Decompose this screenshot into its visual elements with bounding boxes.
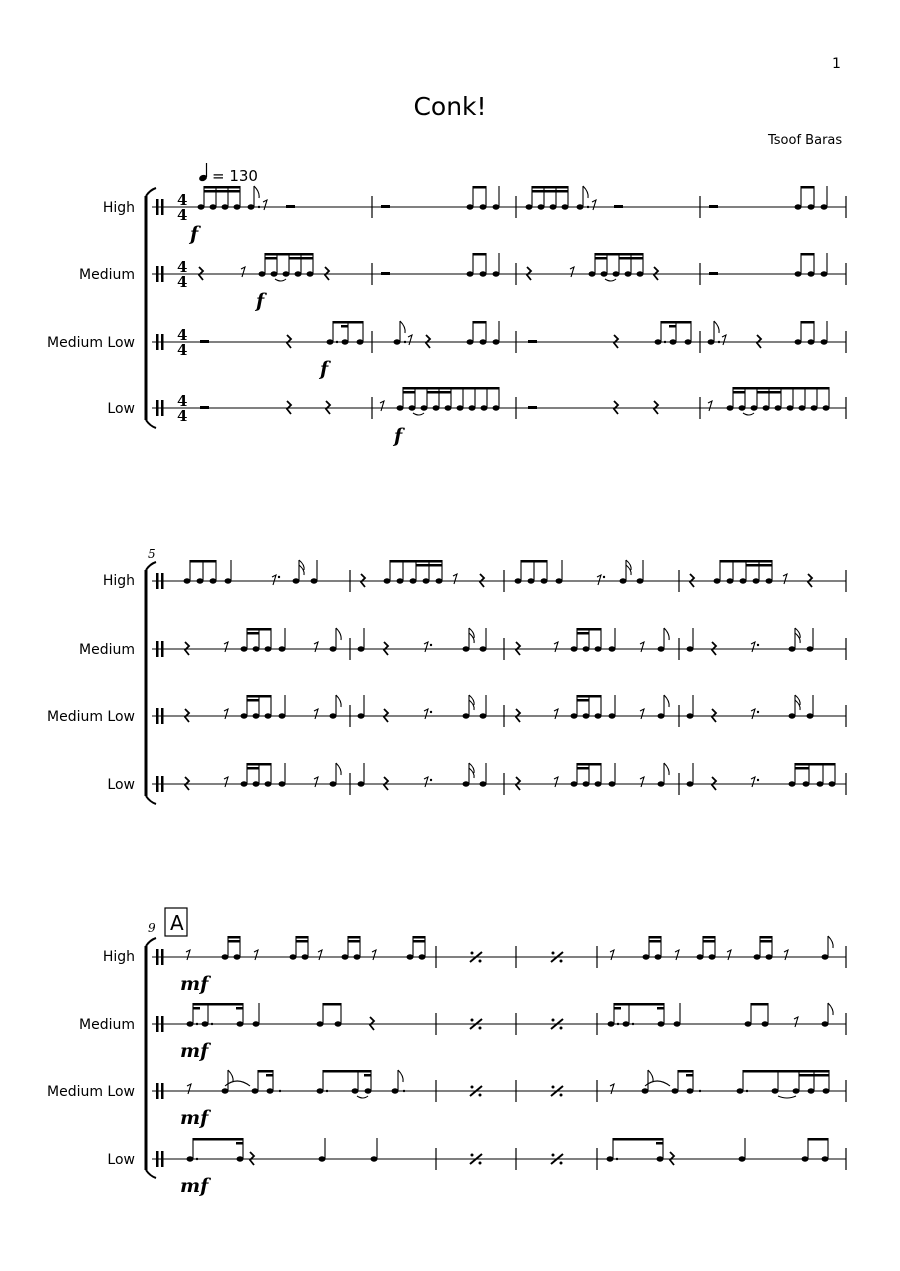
half-rest — [709, 272, 718, 275]
percussion-clef — [156, 949, 164, 1167]
tempo-marking — [198, 163, 258, 185]
score-title: Conk! — [413, 92, 487, 121]
label-medium-low: Medium Low — [47, 1084, 135, 1100]
notes-high-s1 — [198, 186, 828, 210]
half-rest — [381, 205, 390, 208]
notes-lower-s2 — [185, 628, 814, 655]
label-medium: Medium — [79, 1017, 135, 1033]
label-high: High — [102, 200, 135, 216]
dynamic-forte-low: f — [394, 425, 403, 447]
notes-low-s3 — [187, 1138, 829, 1165]
barlines — [372, 196, 846, 419]
label-high: High — [102, 949, 135, 965]
label-low: Low — [107, 777, 135, 793]
half-rest — [200, 406, 209, 409]
label-medium: Medium — [79, 642, 135, 658]
rehearsal-mark — [165, 908, 187, 936]
svg-text:4: 4 — [177, 206, 188, 224]
dynamic-mezzo-forte-medium: mf — [180, 1040, 209, 1062]
tempo-value: = 130 — [212, 167, 258, 185]
composer-name: Tsoof Baras — [768, 133, 843, 148]
dynamic-forte-high: f — [190, 223, 199, 245]
measure-number: 5 — [148, 547, 156, 561]
system-bracket — [146, 938, 156, 1178]
svg-text:4: 4 — [177, 273, 188, 291]
measure-number: 9 — [148, 921, 156, 935]
label-medium-low: Medium Low — [47, 335, 135, 351]
page-number: 1 — [832, 56, 841, 72]
system-2 — [47, 547, 846, 804]
dynamic-mezzo-forte-high: mf — [180, 973, 209, 995]
notes-medium-low-s3 — [187, 1070, 830, 1098]
svg-text:4: 4 — [177, 191, 188, 209]
system-1 — [47, 163, 846, 447]
time-signature — [177, 191, 187, 425]
label-medium: Medium — [79, 267, 135, 283]
label-low: Low — [107, 401, 135, 417]
system-bracket — [146, 188, 156, 428]
notes-high-s3 — [186, 936, 833, 960]
notes-medium-s1 — [199, 253, 828, 281]
system-bracket — [146, 562, 156, 804]
svg-text:A: A — [170, 911, 184, 935]
svg-text:4: 4 — [177, 341, 188, 359]
half-rest — [614, 205, 623, 208]
label-low: Low — [107, 1152, 135, 1168]
svg-text:4: 4 — [177, 407, 188, 425]
dynamic-forte-medium: f — [256, 290, 265, 312]
half-rest — [200, 340, 209, 343]
notes-high-s2 — [184, 560, 813, 587]
half-rest — [286, 205, 295, 208]
half-rest — [528, 406, 537, 409]
system-3 — [47, 908, 846, 1197]
notes-low-s1 — [200, 387, 830, 415]
half-rest — [528, 340, 537, 343]
dynamic-mezzo-forte-medium-low: mf — [180, 1107, 209, 1129]
barlines — [436, 946, 846, 1170]
percussion-clef — [156, 199, 164, 416]
dynamic-forte-medium-low: f — [320, 358, 329, 380]
barlines — [350, 570, 846, 795]
half-rest — [381, 272, 390, 275]
svg-text:4: 4 — [177, 258, 188, 276]
label-medium-low: Medium Low — [47, 709, 135, 725]
half-rest — [709, 205, 718, 208]
svg-text:4: 4 — [177, 392, 188, 410]
notes-medium-low-s2 — [185, 695, 814, 722]
notes-medium-s3 — [187, 1003, 834, 1030]
svg-text:4: 4 — [177, 326, 188, 344]
percussion-clef — [156, 573, 164, 792]
label-high: High — [102, 573, 135, 589]
notes-low-s2 — [185, 763, 836, 790]
dynamic-mezzo-forte-low: mf — [180, 1175, 209, 1197]
notes-medium-low-s1 — [200, 321, 828, 348]
measure-repeat-signs — [470, 952, 563, 1165]
